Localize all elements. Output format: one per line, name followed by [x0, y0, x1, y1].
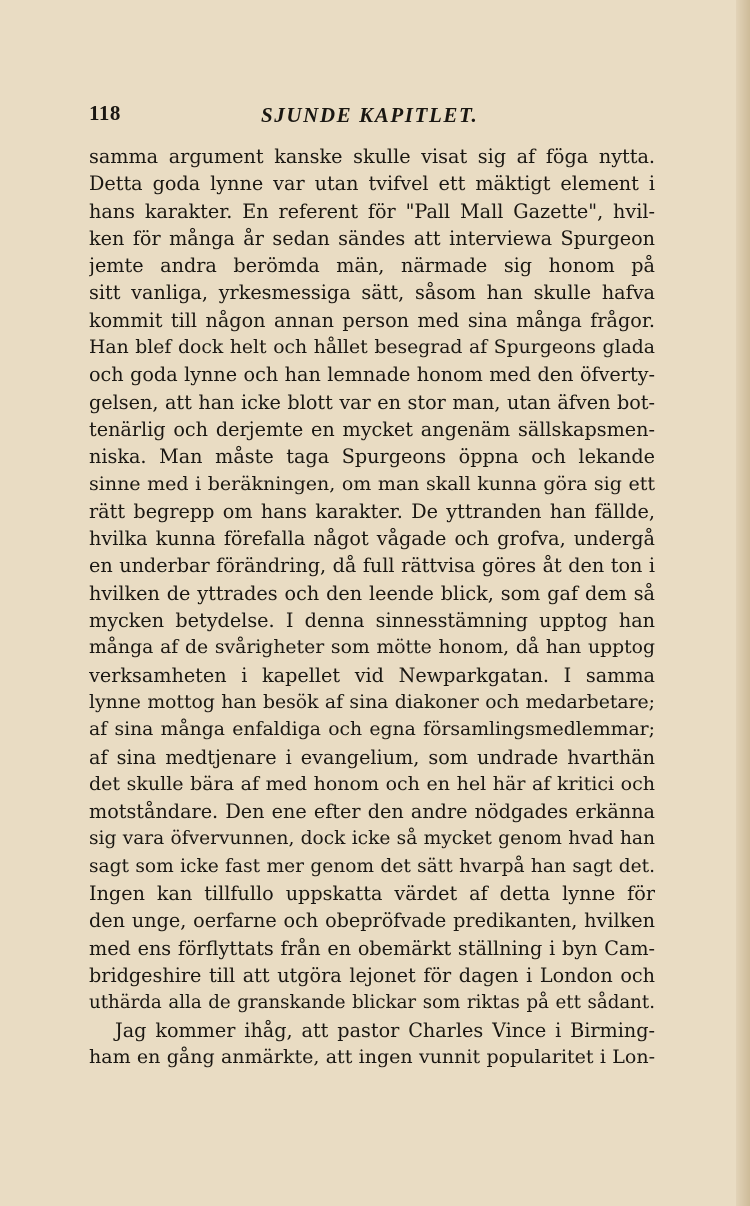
page-edge — [736, 0, 750, 1206]
body-text — [89, 143, 655, 1071]
text-line: kommit till någon annan person med sina många frågor. — [89, 308, 655, 332]
text-line: rätt begrepp om hans karakter. De yttranden han fällde, — [89, 499, 655, 523]
text-line: många af de svårigheter som mötte honom, då han upptog — [89, 637, 655, 659]
text-line: hvilken de yttrades och den leende blick, som gaf dem så — [89, 581, 655, 605]
text-line: niska. Man måste taga Spurgeons öppna och lekande — [89, 445, 655, 469]
text-line: ken för många år sedan sändes att interviewa Spurgeon — [89, 226, 655, 250]
text-line: mycken betydelse. I denna sinnesstämning upptog han — [89, 609, 655, 633]
running-title: SJUNDE KAPITLET. — [261, 103, 479, 127]
text-line: gelsen, att han icke blott var en stor man, utan äfven bot- — [89, 390, 655, 414]
text-line: motståndare. Den ene efter den andre nödgades erkänna — [89, 800, 655, 824]
text-line: verksamheten i kapellet vid Newparkgatan. I samma — [89, 663, 655, 687]
text-line: bridgeshire till att utgöra lejonet för dagen i London och — [89, 963, 655, 987]
text-line: hvilka kunna förefalla något vågade och grofva, undergå — [89, 527, 655, 551]
text-line: den unge, oerfarne och obepröfvade predikanten, hvilken — [89, 909, 655, 933]
text-line: Detta goda lynne var utan tvifvel ett mäktigt element i — [89, 172, 655, 196]
text-line: sagt som icke fast mer genom det sätt hvarpå han sagt det. — [89, 855, 655, 877]
text-line: hans karakter. En referent för "Pall Mall Gazette", hvil- — [89, 199, 655, 223]
text-line: uthärda alla de granskande blickar som riktas på ett sådant. — [89, 992, 655, 1014]
text-line: af sina många enfaldiga och egna församlingsmedlemmar; — [89, 719, 655, 741]
text-line: samma argument kanske skulle visat sig af föga nytta. — [89, 145, 655, 168]
text-line: det skulle bära af med honom och en hel här af kritici och — [89, 772, 655, 795]
text-line: Ingen kan tillfullo uppskatta värdet af detta lynne för — [89, 882, 655, 906]
page-number: 118 — [89, 101, 121, 125]
text-line: sitt vanliga, yrkesmessiga sätt, såsom han skulle hafva — [89, 281, 655, 305]
text-line: sinne med i beräkningen, om man skall kunna göra sig ett — [89, 472, 655, 495]
text-line: af sina medtjenare i evangelium, som undrade hvarthän — [89, 745, 655, 769]
text-line: Han blef dock helt och hållet besegrad af Spurgeons glada — [89, 337, 655, 359]
text-line: och goda lynne och han lemnade honom med den öfverty- — [89, 363, 655, 387]
text-line: jemte andra berömda män, närmade sig honom på — [89, 254, 655, 278]
text-line: tenärlig och derjemte en mycket angenäm sällskapsmen- — [89, 417, 655, 441]
text-line: lynne mottog han besök af sina diakoner och medarbetare; — [89, 691, 655, 713]
page-header — [89, 101, 659, 133]
paragraph-start-line: Jag kommer ihåg, att pastor Charles Vince i Birming- — [115, 1018, 655, 1042]
text-line: en underbar förändring, då full rättvisa göres åt den ton i — [89, 554, 655, 578]
text-line: med ens förflyttats från en obemärkt ställning i byn Cam- — [89, 936, 655, 960]
text-line: ham en gång anmärkte, att ingen vunnit popularitet i Lon- — [89, 1045, 655, 1068]
text-line: sig vara öfvervunnen, dock icke så mycket genom hvad han — [89, 828, 655, 850]
